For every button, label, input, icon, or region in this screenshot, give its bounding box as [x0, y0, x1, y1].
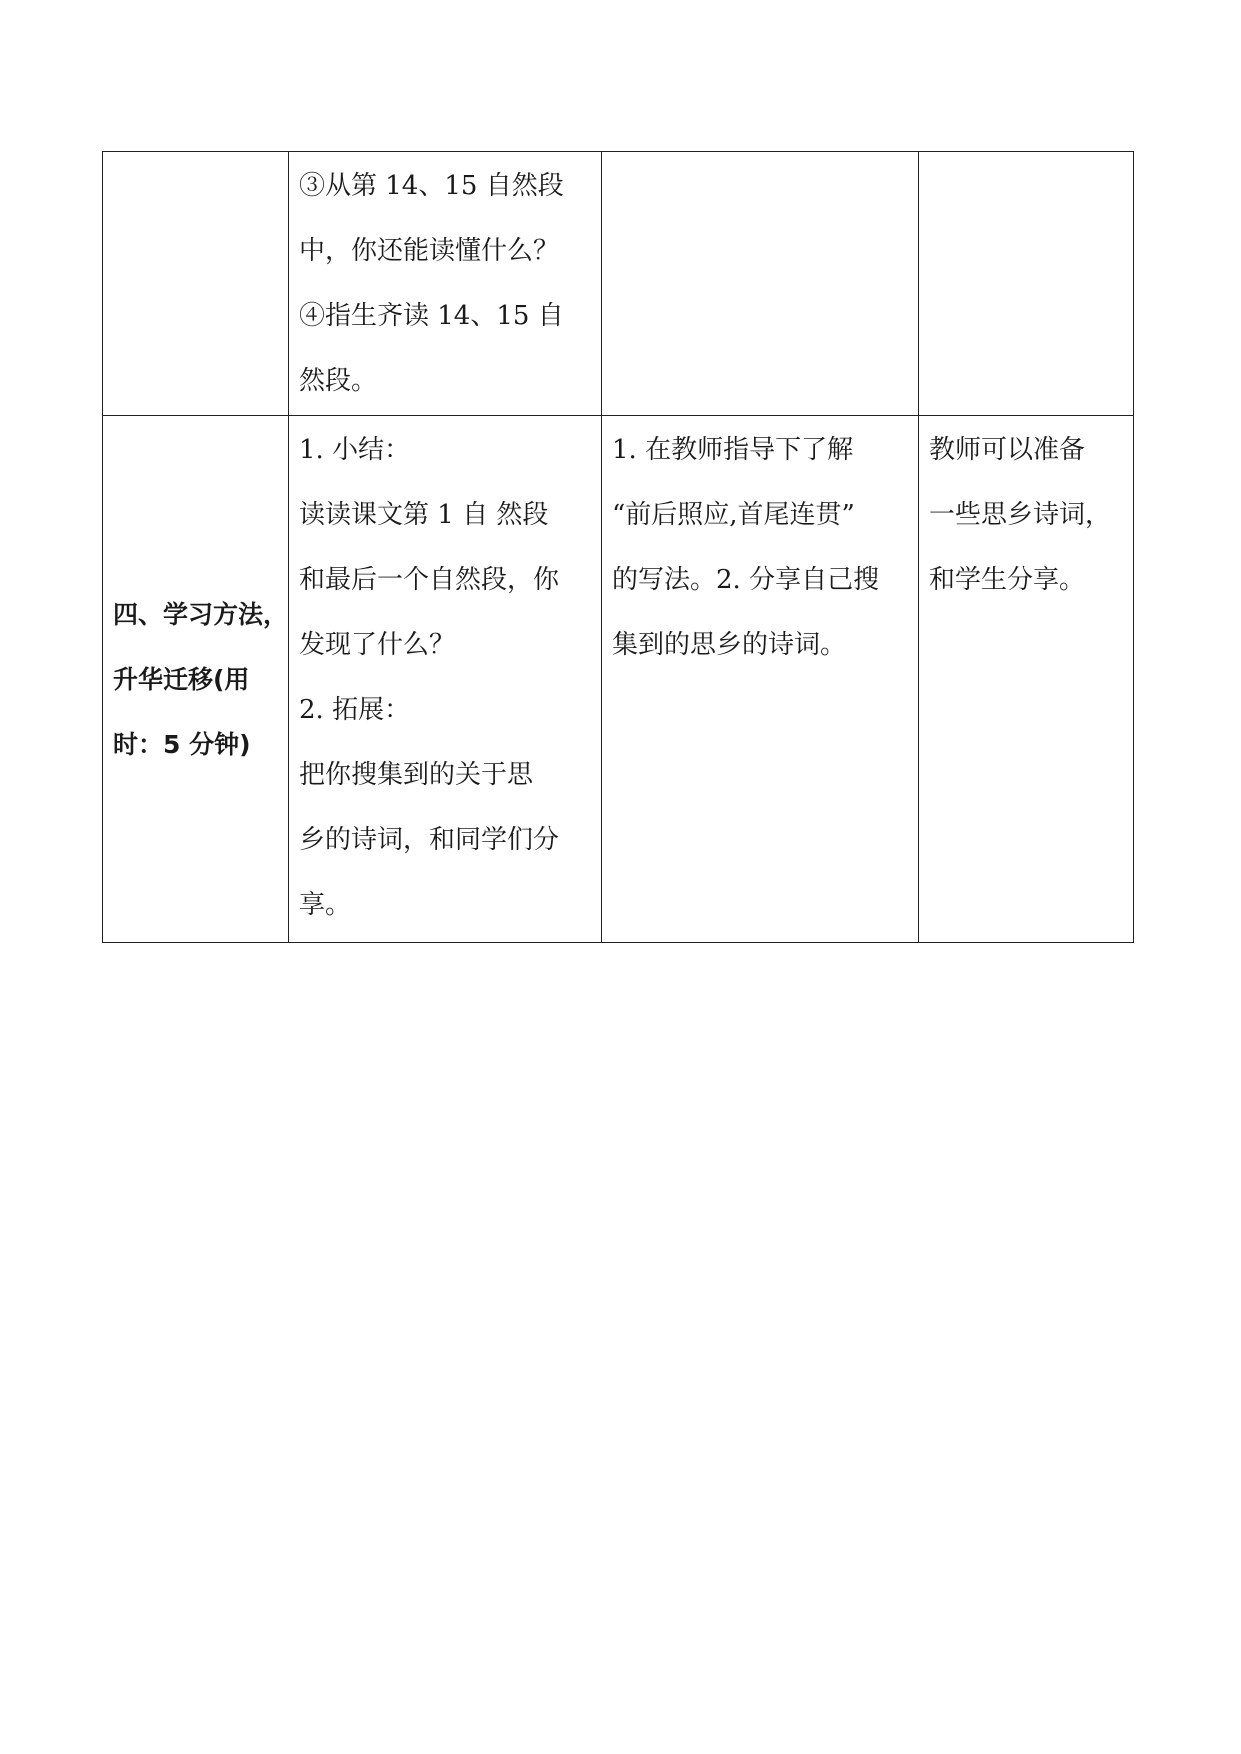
process-cell	[289, 152, 602, 416]
process-line: 1. 小结：	[299, 435, 411, 465]
process-line: ④指生齐读 14、15 自	[299, 301, 564, 331]
stage-title-line: 四、学习方法，	[113, 599, 289, 629]
process-line: ③从第 14、15 自然段	[299, 171, 564, 201]
student-activity-line: 的写法。2. 分享自己搜	[612, 565, 880, 595]
student-activity-cell	[602, 152, 919, 416]
process-line: 2. 拓展：	[299, 695, 411, 725]
stage-title-line: 时：5 分钟)	[113, 729, 251, 759]
notes-line: 教师可以准备	[929, 435, 1086, 465]
process-line: 和最后一个自然段，你	[299, 565, 560, 595]
process-line: 发现了什么？	[299, 630, 456, 660]
notes-cell	[919, 416, 1134, 943]
process-line: 享。	[299, 890, 352, 920]
stage-cell	[103, 152, 289, 416]
stage-title-line: 升华迁移(用	[113, 664, 250, 694]
process-line: 中，你还能读懂什么？	[299, 236, 560, 266]
process-cell	[289, 416, 602, 943]
table-row	[103, 416, 1134, 943]
student-activity-line: “前后照应,首尾连贯”	[612, 500, 855, 530]
process-line: 乡的诗词，和同学们分	[299, 825, 560, 855]
notes-line: 和学生分享。	[929, 565, 1086, 595]
table-row	[103, 152, 1134, 416]
student-activity-line: 1. 在教师指导下了解	[612, 435, 854, 465]
notes-line: 一些思乡诗词，	[929, 500, 1112, 530]
stage-cell	[103, 416, 289, 943]
process-line: 然段。	[299, 366, 378, 396]
process-line: 把你搜集到的关于思	[299, 760, 534, 790]
process-line: 读读课文第 1 自 然段	[299, 500, 549, 530]
student-activity-cell	[602, 416, 919, 943]
lesson-plan-table	[102, 151, 1134, 943]
notes-cell	[919, 152, 1134, 416]
student-activity-line: 集到的思乡的诗词。	[612, 630, 847, 660]
